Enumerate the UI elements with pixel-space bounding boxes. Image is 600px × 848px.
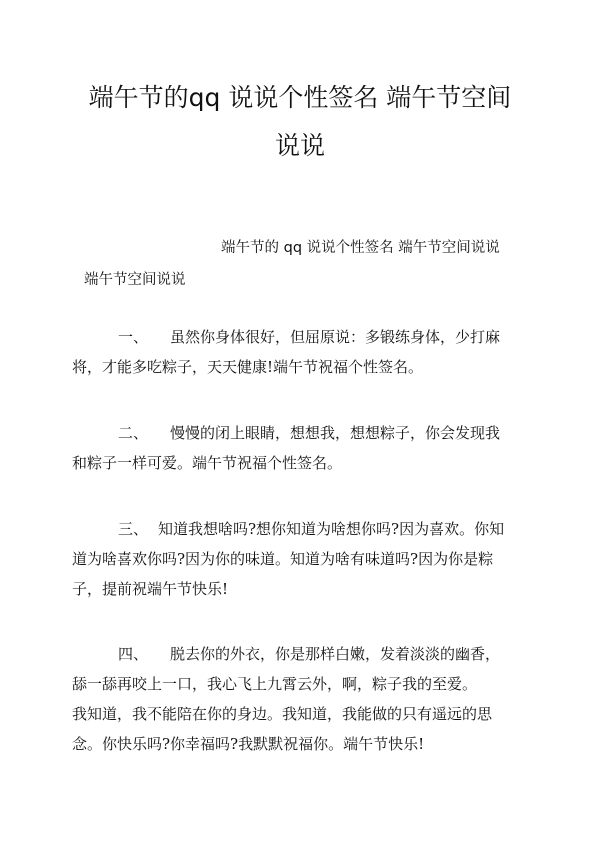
item-number: 四、	[118, 645, 149, 663]
list-item-2	[72, 418, 534, 478]
list-item-line: 舔一舔再咬上一口，我心飞上九霄云外，啊，粽子我的至爱。	[72, 675, 478, 693]
list-item-line	[72, 322, 534, 352]
subtitle-line-2: 端午节空间说说	[84, 272, 186, 288]
item-number: 三、	[118, 520, 149, 538]
list-item-line: 将，才能多吃粽子，天天健康!端午节祝福个性签名。	[72, 358, 424, 376]
list-item-3	[72, 514, 534, 604]
list-item-line	[72, 514, 534, 544]
subtitle-block	[84, 232, 544, 296]
item-number: 一、	[118, 328, 149, 346]
title-line-2: 说说	[274, 131, 325, 160]
list-item-line	[72, 418, 534, 448]
item-text: 慢慢的闭上眼睛，想想我，想想粽子，你会发现我	[170, 424, 501, 442]
document-title	[40, 74, 560, 170]
list-item-1	[72, 322, 534, 382]
subtitle-line-1: 端午节的 qq 说说个性签名 端午节空间说说	[221, 240, 500, 256]
item-number: 二、	[118, 424, 149, 442]
item-text: 脱去你的外衣，你是那样白嫩，发着淡淡的幽香，	[170, 645, 501, 663]
list-item-line: 子，提前祝端午节快乐!	[72, 580, 229, 598]
list-item-line: 我知道，我不能陪在你的身边。我知道，我能做的只有遥远的思	[72, 705, 493, 723]
item-text: 知道我想啥吗?想你知道为啥想你吗?因为喜欢。你知	[158, 520, 505, 538]
list-item-line: 念。你快乐吗?你幸福吗?我默默祝福你。端午节快乐!	[72, 735, 425, 753]
item-text: 虽然你身体很好，但屈原说：多锻练身体，少打麻	[170, 328, 501, 346]
list-item-line: 道为啥喜欢你吗?因为你的味道。知道为啥有味道吗?因为你是粽	[72, 550, 494, 568]
title-line-1: 端午节的qq 说说个性签名 端午节空间	[88, 83, 512, 112]
list-item-4	[72, 639, 534, 759]
list-item-line	[72, 639, 534, 669]
list-item-line: 和粽子一样可爱。端午节祝福个性签名。	[72, 454, 343, 472]
